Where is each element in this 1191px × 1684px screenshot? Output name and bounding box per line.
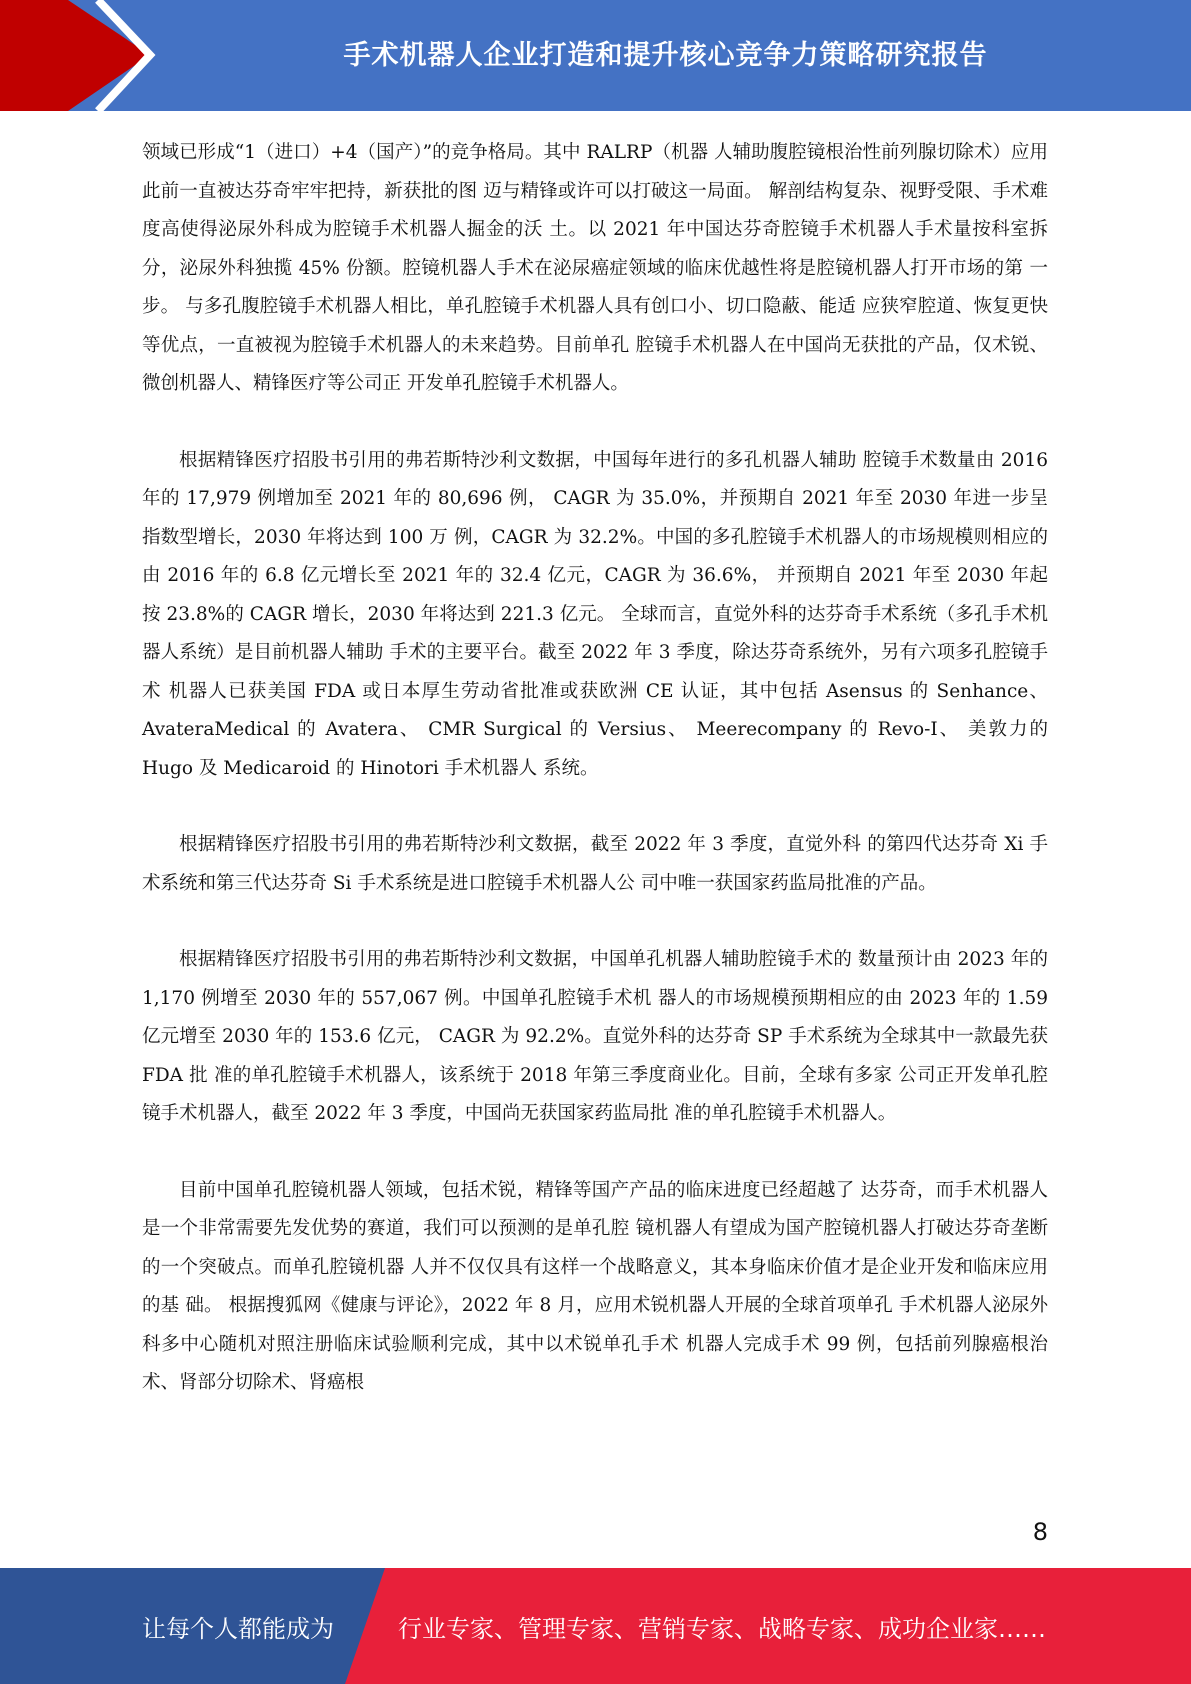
body-paragraph: 目前中国单孔腔镜机器人领域，包括术锐，精锋等国产产品的临床进度已经超越了 达芬奇，而手术机器人是一个非常需要先发优势的赛道，我们可以预测的是单孔腔 镜机器人有望成为国产腔镜机器人打破达芬奇垄断的一个突破点。而单孔腔镜机器 人并不仅仅具有这样一个战略意义，其本身临床价值才是企业开发和临床应用的基 础。 根据搜狐网《健康与评论》，2022 年 8 月，应用术锐机器人开展的全球首项单孔 手术机器人泌尿外科多中心随机对照注册临床试验顺利完成，其中以术锐单孔手术 机器人完成手术 99 例，包括前列腺癌根治术、肾部分切除术、肾癌根	[142, 1179, 1048, 1393]
page-footer	[0, 1568, 1191, 1684]
footer-slogan-left: 让每个人都能成为	[142, 1614, 334, 1643]
body-paragraph: 根据精锋医疗招股书引用的弗若斯特沙利文数据，中国单孔机器人辅助腔镜手术的 数量预计由 2023 年的 1,170 例增至 2030 年的 557,067 例。中国单孔腔镜手术机 器人的市场规模预期相应的由 2023 年的 1.59 亿元增至 2030 年的 153.6 亿元， CAGR 为 92.2%。直觉外科的达芬奇 SP 手术系统为全球其中一款最先获 FDA 批 准的单孔腔镜手术机器人，该系统于 2018 年第三季度商业化。目前，全球有多家 公司正开发单孔腔镜手术机器人，截至 2022 年 3 季度，中国尚无获国家药监局批 准的单孔腔镜手术机器人。	[142, 949, 1048, 1124]
report-title: 手术机器人企业打造和提升核心竞争力策略研究报告	[343, 39, 988, 71]
header-red-arrow	[0, 0, 150, 111]
page-header	[0, 0, 1191, 111]
page-number: 8	[1032, 1518, 1048, 1546]
body-paragraph: 根据精锋医疗招股书引用的弗若斯特沙利文数据，截至 2022 年 3 季度，直觉外科 的第四代达芬奇 Xi 手术系统和第三代达芬奇 Si 手术系统是进口腔镜手术机器人公 司中唯一获国家药监局批准的产品。	[142, 834, 1048, 894]
document-body	[142, 134, 1048, 1441]
body-paragraph: 根据精锋医疗招股书引用的弗若斯特沙利文数据，中国每年进行的多孔机器人辅助 腔镜手术数量由 2016 年的 17,979 例增加至 2021 年的 80,696 例， CAGR 为 35.0%，并预期自 2021 年至 2030 年进一步呈指数型增长，2030 年将达到 100 万 例，CAGR 为 32.2%。中国的多孔腔镜手术机器人的市场规模则相应的由 2016 年的 6.8 亿元增长至 2021 年的 32.4 亿元，CAGR 为 36.6%， 并预期自 2021 年至 2030 年起按 23.8%的 CAGR 增长，2030 年将达到 221.3 亿元。 全球而言，直觉外科的达芬奇手术系统（多孔手术机器人系统）是目前机器人辅助 手术的主要平台。截至 2022 年 3 季度，除达芬奇系统外，另有六项多孔腔镜手术 机器人已获美国 FDA 或日本厚生劳动省批准或获欧洲 CE 认证，其中包括 Asensus 的 Senhance、 AvateraMedical 的 Avatera、 CMR Surgical 的 Versius、 Meerecompany 的 Revo-I、 美敦力的 Hugo 及 Medicaroid 的 Hinotori 手术机器人 系统。	[142, 449, 1048, 779]
footer-slogan-right: 行业专家、管理专家、营销专家、战略专家、成功企业家……	[398, 1614, 1046, 1643]
body-paragraph: 领域已形成“1（进口）+4（国产）”的竞争格局。其中 RALRP（机器 人辅助腹腔镜根治性前列腺切除术）应用此前一直被达芬奇牢牢把持，新获批的图 迈与精锋或许可以打破这一局面。 解剖结构复杂、视野受限、手术难度高使得泌尿外科成为腔镜手术机器人掘金的沃 土。以 2021 年中国达芬奇腔镜手术机器人手术量按科室拆分，泌尿外科独揽 45% 份额。腔镜机器人手术在泌尿癌症领域的临床优越性将是腔镜机器人打开市场的第 一步。 与多孔腹腔镜手术机器人相比，单孔腔镜手术机器人具有创口小、切口隐蔽、能适 应狭窄腔道、恢复更快等优点，一直被视为腔镜手术机器人的未来趋势。目前单孔 腔镜手术机器人在中国尚无获批的产品，仅术锐、微创机器人、精锋医疗等公司正 开发单孔腔镜手术机器人。	[142, 142, 1048, 394]
